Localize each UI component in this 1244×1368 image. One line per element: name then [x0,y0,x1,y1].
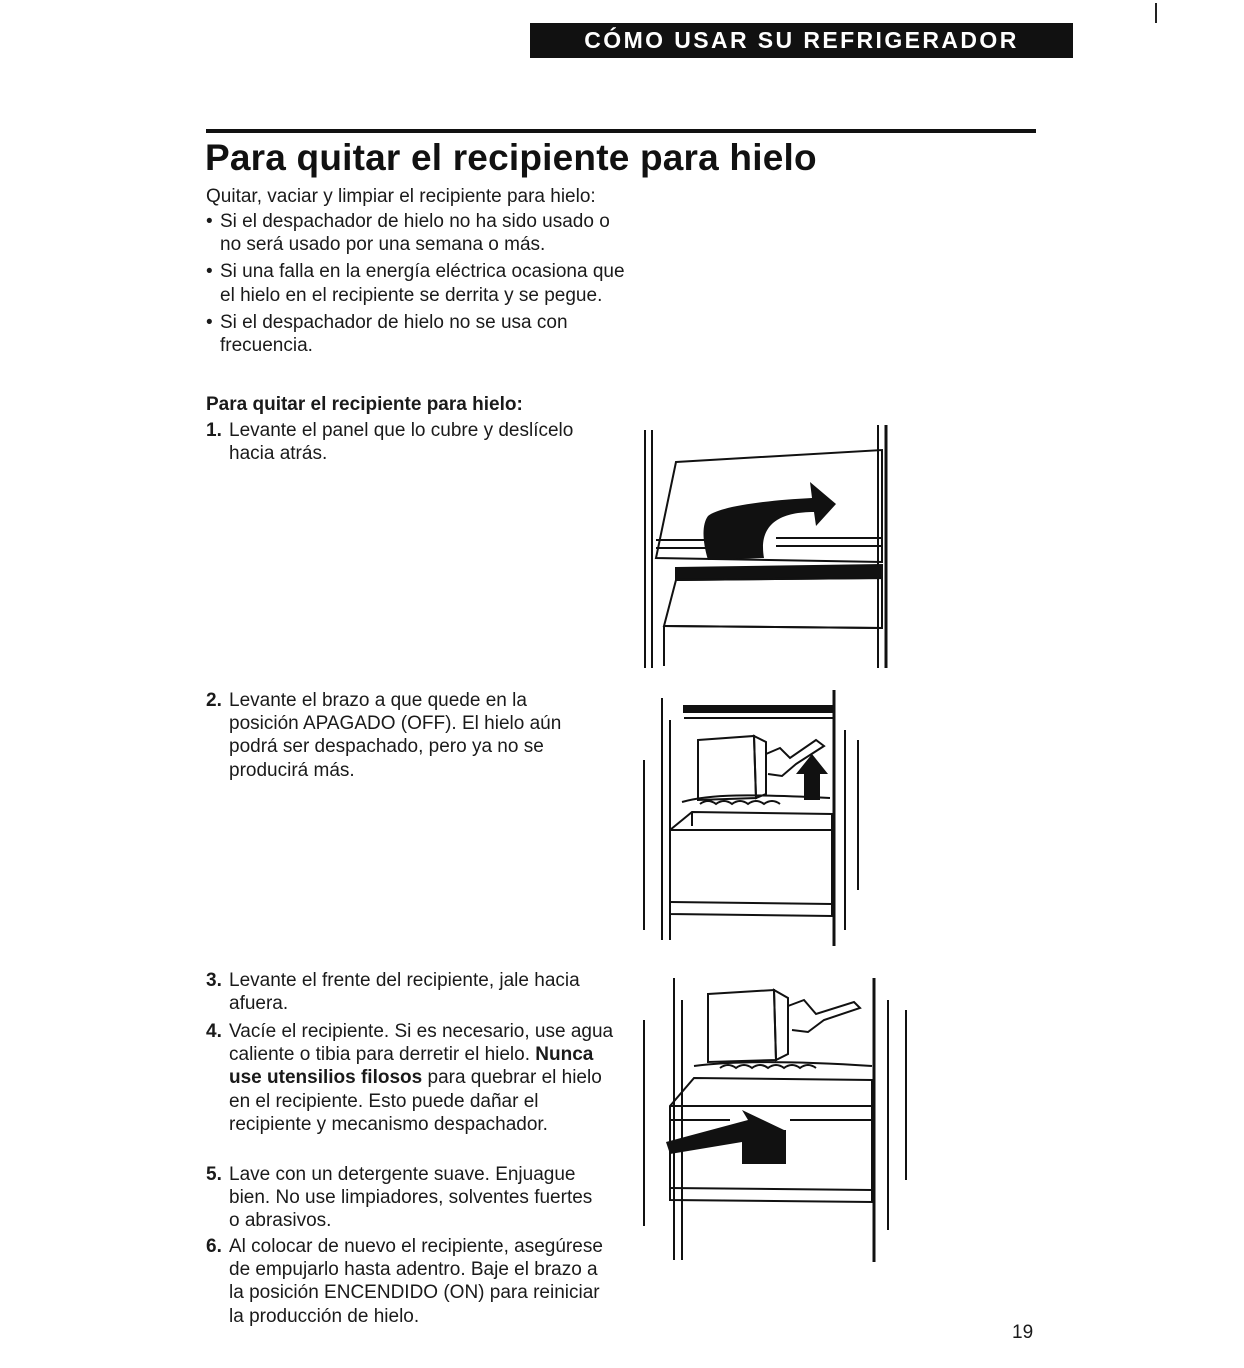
step-text [229,1020,614,1136]
step-number: 1. [206,420,222,441]
step-text: Levante el brazo a que quede en la posición APAGADO (OFF). El hielo aún podrá ser despachado, pero ya no se producirá más. [229,690,562,781]
step-text: Lave con un detergente suave. Enjuague bien. No use limpiadores, solventes fuertes o abrasivos. [229,1164,593,1232]
page-number: 19 [1012,1322,1034,1343]
page-title: Para quitar el recipiente para hielo [205,137,817,178]
intro-text: Quitar, vaciar y limpiar el recipiente para hielo: [206,186,596,207]
step-text: Levante el panel que lo cubre y deslícelo hacia atrás. [229,420,574,465]
figure-pull-out-bin [640,970,920,1265]
list-item: • Si el despachador de hielo no ha sido usado o no será usado por una semana o más. [206,210,636,256]
step-text-part: Vacíe el recipiente. Si es necesario, use agua caliente o tibia para derretir el hielo. [229,1021,614,1066]
step-text-part: para quebrar el hielo en el recipiente. Esto puede dañar el recipiente y mecanismo despachador. [229,1067,602,1135]
section-header [530,23,1073,58]
reasons-list [206,210,636,361]
step-number: 4. [206,1021,222,1042]
title-rule [206,129,1036,133]
step-number: 2. [206,690,222,711]
step-number: 6. [206,1236,222,1257]
step-number: 3. [206,970,222,991]
page-edge-mark [1155,3,1157,23]
step-text: Al colocar de nuevo el recipiente, asegúrese de empujarlo hasta adentro. Baje el brazo a la posición ENCENDIDO (ON) para reiniciar la producción de hielo. [229,1236,603,1327]
figure-arm-off-position [640,690,870,950]
steps-heading: Para quitar el recipiente para hielo: [206,394,523,415]
step-number: 5. [206,1164,222,1185]
list-item: • Si una falla en la energía eléctrica ocasiona que el hielo en el recipiente se derrita y se pegue. [206,260,636,306]
section-header-label: CÓMO USAR SU REFRIGERADOR [584,27,1019,53]
list-item: • Si el despachador de hielo no se usa con frecuencia. [206,311,636,357]
step-text: Levante el frente del recipiente, jale hacia afuera. [229,970,580,1015]
warning-text: Nunca use utensilios filosos [229,1044,594,1089]
figure-lift-cover-panel [640,420,900,675]
